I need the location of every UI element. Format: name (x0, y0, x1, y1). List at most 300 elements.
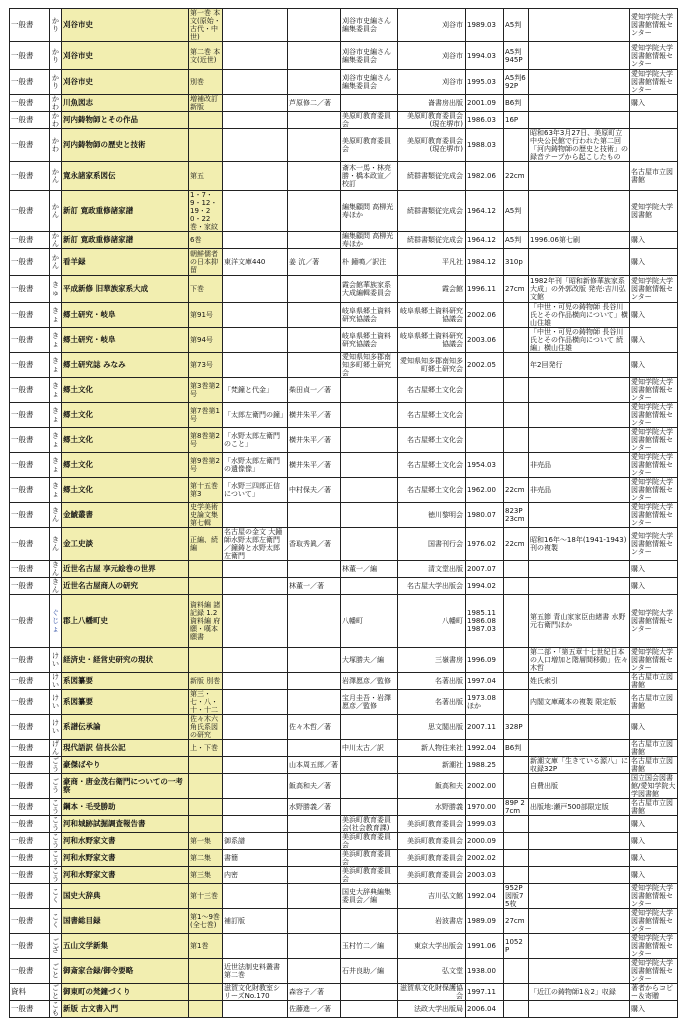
publisher-cell: 飯高和夫 (398, 774, 466, 799)
size-cell: 16P (504, 112, 529, 129)
author-cell (288, 303, 341, 328)
volume-cell: 第二集 (189, 850, 223, 867)
size-cell: A5判 (504, 191, 529, 232)
category-cell: 一般書 (10, 799, 50, 816)
editor-cell: 岐阜県郷土資料研究協議会 (341, 328, 398, 353)
note-cell: 非売品 (529, 478, 630, 503)
kana-cell: こう (50, 816, 62, 833)
note-cell: 第五節 青山家家臣由緒書 水野元右衛門ほか (529, 595, 630, 648)
title-cell: 現代語訳 信長公記 (62, 740, 189, 757)
note-cell (529, 403, 630, 428)
volume-cell: 正編、続編 (189, 528, 223, 561)
volume-cell: 第五 (189, 162, 223, 191)
category-cell: 一般書 (10, 95, 50, 112)
volume-cell (189, 112, 223, 129)
publisher-cell: 美原町教育委員会(現在堺市) (398, 112, 466, 129)
editor-cell (341, 503, 398, 528)
title-cell: 川魚図志 (62, 95, 189, 112)
title-cell: 郷土文化 (62, 403, 189, 428)
holder-cell: 購入 (630, 232, 678, 249)
table-row (10, 757, 678, 774)
note-cell: 昭和16年～18年(1941-1943)刊の複製 (529, 528, 630, 561)
table-row (10, 95, 678, 112)
publisher-cell: 吉川弘文館 (398, 884, 466, 909)
table-row (10, 70, 678, 95)
kana-cell: ござ (50, 934, 62, 959)
holder-cell: 愛知学院大学図書館情報センター (630, 478, 678, 503)
date-cell: 1997.11 (466, 984, 504, 1001)
size-cell (504, 816, 529, 833)
subtitle-cell (223, 578, 288, 595)
author-cell: 飯高和夫／著 (288, 774, 341, 799)
date-cell: 1954.03 (466, 453, 504, 478)
volume-cell (189, 757, 223, 774)
holder-cell: 愛知学院大学図書館情報センター (630, 378, 678, 403)
subtitle-cell (223, 884, 288, 909)
note-cell (529, 816, 630, 833)
title-cell: 刈谷市史 (62, 42, 189, 70)
holder-cell: 購入 (630, 850, 678, 867)
holder-cell (630, 112, 678, 129)
note-cell: 自費出版 (529, 774, 630, 799)
note-cell (529, 884, 630, 909)
table-row (10, 276, 678, 303)
table-row (10, 740, 678, 757)
editor-cell (341, 774, 398, 799)
title-cell: 郷土文化 (62, 453, 189, 478)
publisher-cell: 刈谷市 (398, 42, 466, 70)
subtitle-cell (223, 757, 288, 774)
kana-cell: かり (50, 42, 62, 70)
size-cell (504, 378, 529, 403)
author-cell (288, 328, 341, 353)
volume-cell: 第1巻 (189, 934, 223, 959)
table-row (10, 42, 678, 70)
date-cell: 2003.03 (466, 867, 504, 884)
note-cell (529, 833, 630, 850)
note-cell: 1996.06第七刷 (529, 232, 630, 249)
date-cell (466, 378, 504, 403)
table-row (10, 799, 678, 816)
title-cell: 国書総目録 (62, 909, 189, 934)
kana-cell: かわ (50, 95, 62, 112)
author-cell (288, 42, 341, 70)
category-cell: 一般書 (10, 774, 50, 799)
table-row (10, 884, 678, 909)
kana-cell: ごと (50, 959, 62, 984)
kana-cell: きょ (50, 353, 62, 378)
publisher-cell: 崙書房出版 (398, 95, 466, 112)
author-cell (288, 70, 341, 95)
holder-cell: 愛知学院大学図書館情報センター (630, 934, 678, 959)
holder-cell: 愛知学院大学図書館情報センター (630, 9, 678, 42)
subtitle-cell (223, 328, 288, 353)
editor-cell (341, 453, 398, 478)
holder-cell: 購入 (630, 816, 678, 833)
note-cell: 年2回発行 (529, 353, 630, 378)
publisher-cell: 名古屋郷土文化会 (398, 478, 466, 503)
editor-cell (341, 428, 398, 453)
subtitle-cell (223, 353, 288, 378)
size-cell (504, 328, 529, 353)
volume-cell: 第三・七・八・十・十二 (189, 690, 223, 715)
date-cell: 1994.02 (466, 578, 504, 595)
author-cell (288, 648, 341, 673)
author-cell (288, 112, 341, 129)
date-cell: 1982.06 (466, 162, 504, 191)
holder-cell: 購入 (630, 715, 678, 740)
author-cell (288, 884, 341, 909)
editor-cell: 国史大辞典編集委員会／編 (341, 884, 398, 909)
category-cell: 一般書 (10, 232, 50, 249)
kana-cell: かり (50, 9, 62, 42)
note-cell (529, 959, 630, 984)
editor-cell: 霞会館華族家系大成編輯委員会 (341, 276, 398, 303)
date-cell: 1984.12 (466, 249, 504, 276)
category-cell: 一般書 (10, 428, 50, 453)
holder-cell: 購入 (630, 328, 678, 353)
date-cell: 1991.06 (466, 934, 504, 959)
author-cell (288, 503, 341, 528)
author-cell (288, 561, 341, 578)
title-cell: 系図纂要 (62, 690, 189, 715)
note-cell (529, 867, 630, 884)
category-cell: 一般書 (10, 249, 50, 276)
editor-cell (341, 403, 398, 428)
size-cell (504, 673, 529, 690)
author-cell (288, 740, 341, 757)
date-cell: 1970.00 (466, 799, 504, 816)
editor-cell: 編集顧問 高柳光寿ほか (341, 191, 398, 232)
note-cell: 出版地:瀬戸500部限定版 (529, 799, 630, 816)
kana-cell: けい (50, 673, 62, 690)
publisher-cell: 美浜町教育委員会 (398, 833, 466, 850)
kana-cell: きょ (50, 303, 62, 328)
holder-cell: 愛知学院大学図書館情報センター (630, 884, 678, 909)
note-cell: 非売品 (529, 453, 630, 478)
holder-cell (630, 129, 678, 162)
date-cell: 2001.09 (466, 95, 504, 112)
holder-cell: 名古屋市立図書館 (630, 757, 678, 774)
editor-cell: 刈谷市史編さん編集委員会 (341, 9, 398, 42)
kana-cell: けい (50, 690, 62, 715)
author-cell: 山本周五郎／著 (288, 757, 341, 774)
editor-cell (341, 984, 398, 1001)
date-cell: 2003.06 (466, 328, 504, 353)
note-cell (529, 1001, 630, 1018)
kana-cell: けい (50, 715, 62, 740)
size-cell (504, 428, 529, 453)
author-cell (288, 909, 341, 934)
table-row (10, 867, 678, 884)
subtitle-cell (223, 561, 288, 578)
editor-cell: 中川太古／訳 (341, 740, 398, 757)
author-cell: 中村保夫／著 (288, 478, 341, 503)
publisher-cell: 美浜町教育委員会 (398, 816, 466, 833)
category-cell: 一般書 (10, 715, 50, 740)
title-cell: 河和水野家文書 (62, 833, 189, 850)
date-cell (466, 428, 504, 453)
note-cell: 姓氏索引 (529, 673, 630, 690)
title-cell: 五山文学新集 (62, 934, 189, 959)
size-cell: 328P (504, 715, 529, 740)
category-cell: 一般書 (10, 353, 50, 378)
category-cell: 一般書 (10, 909, 50, 934)
category-cell: 一般書 (10, 328, 50, 353)
kana-cell: かん (50, 191, 62, 232)
author-cell (288, 595, 341, 648)
holder-cell: 購入 (630, 249, 678, 276)
catalog-rows (10, 9, 678, 1018)
date-cell: 1962.00 (466, 478, 504, 503)
date-cell: 1989.09 (466, 909, 504, 934)
subtitle-cell (223, 232, 288, 249)
note-cell: 昭和63年3月27日、美原町立中央公民館で行われた第二回「河内鋳物師の歴史と技術」の録音テープから起こしたもの (530, 129, 628, 161)
kana-cell: きょ (50, 328, 62, 353)
table-row (10, 328, 678, 353)
category-cell: 一般書 (10, 503, 50, 528)
editor-cell: 美原町教育委員会 (341, 112, 398, 129)
editor-cell: 愛知県知多郡南知多町郷土研究会 (341, 353, 398, 378)
publisher-cell: 東京大学出版会 (398, 934, 466, 959)
date-cell: 1996.11 (466, 276, 504, 303)
volume-cell: 第91号 (189, 303, 223, 328)
note-cell (529, 95, 630, 112)
size-cell: 823P 23cm (504, 503, 529, 528)
date-cell: 1938.00 (466, 959, 504, 984)
holder-cell: 愛知学院大学図書館情報センター (630, 70, 678, 95)
subtitle-cell (223, 740, 288, 757)
size-cell: A5判 945P (504, 42, 529, 70)
volume-cell (189, 129, 223, 162)
subtitle-cell: 御系譜 (223, 833, 288, 850)
editor-cell: 宝月圭吾・岩澤愿彦／監修 (341, 690, 398, 715)
size-cell (504, 1001, 529, 1018)
category-cell: 一般書 (10, 816, 50, 833)
volume-cell: 下巻 (189, 276, 223, 303)
date-cell: 1964.12 (466, 232, 504, 249)
date-cell: 1992.04 (466, 740, 504, 757)
volume-cell: 新版 別巻 (189, 673, 223, 690)
holder-cell: 購入 (630, 833, 678, 850)
table-row (10, 1001, 678, 1018)
title-cell: 御東町の梵鐘づくり (62, 984, 189, 1001)
size-cell (504, 648, 529, 673)
size-cell: 310p (504, 249, 529, 276)
category-cell: 一般書 (10, 740, 50, 757)
editor-cell (341, 378, 398, 403)
subtitle-cell: 「梵鐘と代金」 (223, 378, 288, 403)
holder-cell: 愛知学院大学図書館情報センター (630, 503, 678, 528)
author-cell: 水野勝義／著 (288, 799, 341, 816)
author-cell: 佐藤進一／著 (288, 1001, 341, 1018)
volume-cell: 第9巻第2号 (189, 453, 223, 478)
size-cell (504, 561, 529, 578)
table-row (10, 833, 678, 850)
publisher-cell: 岩波書店 (398, 909, 466, 934)
publisher-cell: 三嶺書房 (398, 648, 466, 673)
subtitle-cell (223, 276, 288, 303)
size-cell: 22cm (504, 162, 529, 191)
publisher-cell: 名古屋郷土文化会 (398, 428, 466, 453)
kana-cell: きょ (50, 428, 62, 453)
table-row (10, 112, 678, 129)
volume-cell: 第3巻第2号 (189, 378, 223, 403)
subtitle-cell (223, 648, 288, 673)
author-cell: 横井朱平／著 (288, 428, 341, 453)
note-cell (529, 578, 630, 595)
size-cell: 952P図版75枚 (504, 884, 529, 909)
size-cell (504, 959, 529, 984)
volume-cell: 朝鮮儒者の日本抑留 (189, 249, 223, 276)
subtitle-cell: 「太郎左衛門の鐘」 (223, 403, 288, 428)
size-cell: 27cm (504, 909, 529, 934)
holder-cell: 購入 (630, 578, 678, 595)
subtitle-cell (223, 95, 288, 112)
publisher-cell: 美原町教育委員会(現在堺市) (398, 129, 466, 162)
kana-cell: きん (50, 561, 62, 578)
size-cell: 22cm (504, 478, 529, 503)
kana-cell: かわ (50, 112, 62, 129)
note-cell: 新潮文庫「生きている源八」に収録32P (530, 757, 628, 773)
editor-cell: 林董一／編 (341, 561, 398, 578)
editor-cell: 編集顧問 高柳光寿ほか (341, 232, 398, 249)
author-cell (288, 276, 341, 303)
kana-cell: こく (50, 884, 62, 909)
size-cell: B6判 (504, 95, 529, 112)
volume-cell: 史学美術史論文集 第七輯 (189, 503, 223, 528)
volume-cell: 第73号 (189, 353, 223, 378)
subtitle-cell (223, 774, 288, 799)
author-cell: 香取秀眞／著 (288, 528, 341, 561)
publisher-cell: 新潮社 (398, 757, 466, 774)
table-row (10, 909, 678, 934)
publisher-cell: 美浜町教育委員会 (398, 850, 466, 867)
category-cell: 一般書 (10, 1001, 50, 1018)
volume-cell: 1・7・9・12・19・20・22巻・家紋 (189, 191, 223, 232)
holder-cell: 愛知学院大学図書館情報センター (630, 648, 678, 673)
date-cell: 2002.02 (466, 850, 504, 867)
volume-cell: 第三集 (189, 867, 223, 884)
size-cell (504, 578, 529, 595)
table-row (10, 453, 678, 478)
table-row (10, 595, 678, 648)
date-cell: 2000.09 (466, 833, 504, 850)
title-cell: 郷土文化 (62, 478, 189, 503)
table-row (10, 690, 678, 715)
kana-cell: げん (50, 740, 62, 757)
size-cell (504, 850, 529, 867)
note-cell: 「中世・可児の鋳物師 長谷川氏とその作品横向について」横山住雄 (530, 303, 628, 327)
subtitle-cell (223, 715, 288, 740)
kana-cell: きん (50, 578, 62, 595)
subtitle-cell (223, 129, 288, 162)
size-cell (504, 833, 529, 850)
holder-cell: 購入 (630, 303, 678, 328)
date-cell: 2007.11 (466, 715, 504, 740)
note-cell (529, 378, 630, 403)
publisher-cell: 国書刊行会 (398, 528, 466, 561)
title-cell: 郷土文化 (62, 428, 189, 453)
title-cell: 河内鋳物師とその作品 (62, 112, 189, 129)
kana-cell: ごう (50, 757, 62, 774)
publisher-cell: 続群書類従完成会 (398, 232, 466, 249)
author-cell (288, 690, 341, 715)
volume-cell: 第一巻 本文(原始・古代・中世) (190, 9, 221, 41)
note-cell: 内閣文庫蔵本の複製 限定版 (529, 690, 630, 715)
category-cell: 一般書 (10, 648, 50, 673)
holder-cell: 名古屋市立図書館 (630, 740, 678, 757)
author-cell (288, 934, 341, 959)
category-cell: 一般書 (10, 595, 50, 648)
note-cell (529, 249, 630, 276)
title-cell: 刈谷市史 (62, 9, 189, 42)
note-cell (529, 740, 630, 757)
note-cell (529, 112, 630, 129)
holder-cell: 国立国会図書館/愛知学院大学図書館 (630, 774, 678, 799)
publisher-cell: 弘文堂 (398, 959, 466, 984)
table-row (10, 715, 678, 740)
editor-cell: 八幡町 (341, 595, 398, 648)
publisher-cell: 名古屋郷土文化会 (398, 378, 466, 403)
category-cell: 一般書 (10, 867, 50, 884)
publisher-cell: 霞会館 (398, 276, 466, 303)
note-cell (529, 561, 630, 578)
subtitle-cell: 東洋文庫440 (223, 249, 288, 276)
volume-cell: 第十五巻 第3 (189, 478, 223, 503)
author-cell (288, 9, 341, 42)
category-cell: 一般書 (10, 129, 50, 162)
publisher-cell: 美浜町教育委員会 (398, 867, 466, 884)
title-cell: 新訂 寛政重修諸家譜 (62, 191, 189, 232)
date-cell: 1999.03 (466, 816, 504, 833)
editor-cell: 岐阜県郷土資料研究協議会 (341, 303, 398, 328)
volume-cell (189, 561, 223, 578)
kana-cell: きょ (50, 453, 62, 478)
title-cell: 近世名古屋商人の研究 (62, 578, 189, 595)
book-catalog-sheet (9, 8, 677, 1018)
publisher-cell: 名著出版 (398, 690, 466, 715)
editor-cell: 美浜町教育委員会 (341, 833, 398, 850)
holder-cell: 愛知学院大学図書館情報センター (630, 595, 678, 648)
date-cell: 2002.06 (466, 303, 504, 328)
publisher-cell: 平凡社 (398, 249, 466, 276)
title-cell: 系図纂要 (62, 673, 189, 690)
title-cell: 河和水野家文書 (62, 850, 189, 867)
title-cell: 金工史談 (62, 528, 189, 561)
publisher-cell: 岐阜県郷土資料研究協議会 (398, 328, 466, 353)
date-cell: 1973.08 ほか (466, 690, 504, 715)
date-cell: 1989.03 (466, 9, 504, 42)
subtitle-cell (223, 191, 288, 232)
publisher-cell: 続群書類従完成会 (398, 162, 466, 191)
holder-cell: 購入 (630, 561, 678, 578)
author-cell: 柴田貞一／著 (288, 378, 341, 403)
subtitle-cell (223, 70, 288, 95)
category-cell: 一般書 (10, 378, 50, 403)
holder-cell: 名古屋市立図書館 (630, 673, 678, 690)
title-cell: 郷土研究誌 みなみ (62, 353, 189, 378)
table-row (10, 934, 678, 959)
kana-cell: こう (50, 833, 62, 850)
editor-cell (341, 578, 398, 595)
table-row (10, 232, 678, 249)
volume-cell (189, 578, 223, 595)
publisher-cell: 名古屋郷土文化会 (398, 403, 466, 428)
title-cell: 刈谷市史 (62, 70, 189, 95)
kana-cell: こく (50, 909, 62, 934)
volume-cell: 第8巻第2号 (189, 428, 223, 453)
